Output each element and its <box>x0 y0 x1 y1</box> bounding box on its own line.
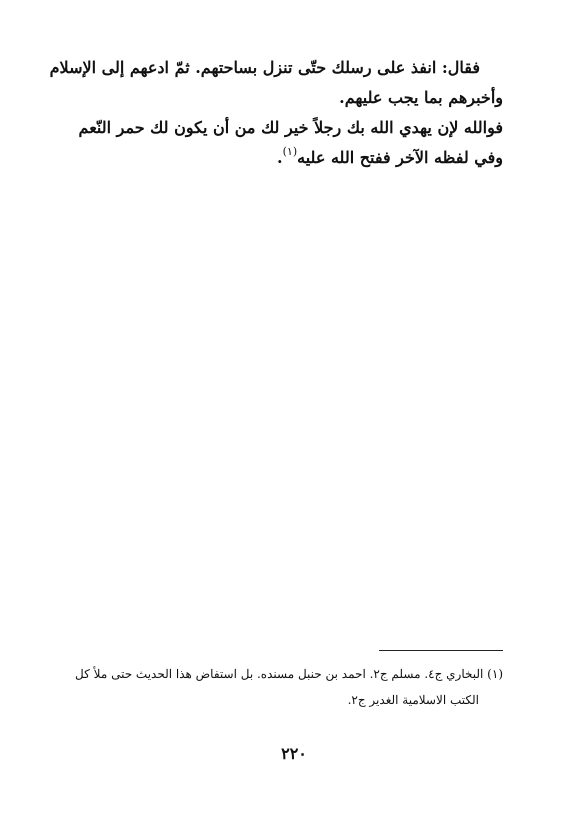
body-line-4 <box>277 146 503 172</box>
body-line-3: فوالله لإن يهدي الله بك رجلاً خير لك من أن يكون لك حمر النّعم <box>78 118 503 137</box>
footnote-line-2: الكتب الاسلامية الغدير ج٢. <box>347 693 479 707</box>
body-line-4-end: . <box>277 148 283 167</box>
footnote-separator <box>379 650 503 651</box>
page-number: ٢٢٠ <box>281 744 307 763</box>
body-line-1: فقال: انفذ على رسلك حتّى تنزل بساحتهم. ثمّ ادعهم إلى الإسلام <box>49 58 480 77</box>
body-line-2: وأخبرهم بما يجب عليهم. <box>339 88 503 107</box>
footnote-reference: (١) <box>282 145 298 158</box>
body-line-4-text: وفي لفظه الآخر ففتح الله عليه <box>297 148 503 167</box>
footnote-line-1: (١) البخاري ج٤. مسلم ج٢. احمد بن حنبل مسنده. بل استفاض هذا الحديث حتى ملأ كل <box>75 667 503 681</box>
